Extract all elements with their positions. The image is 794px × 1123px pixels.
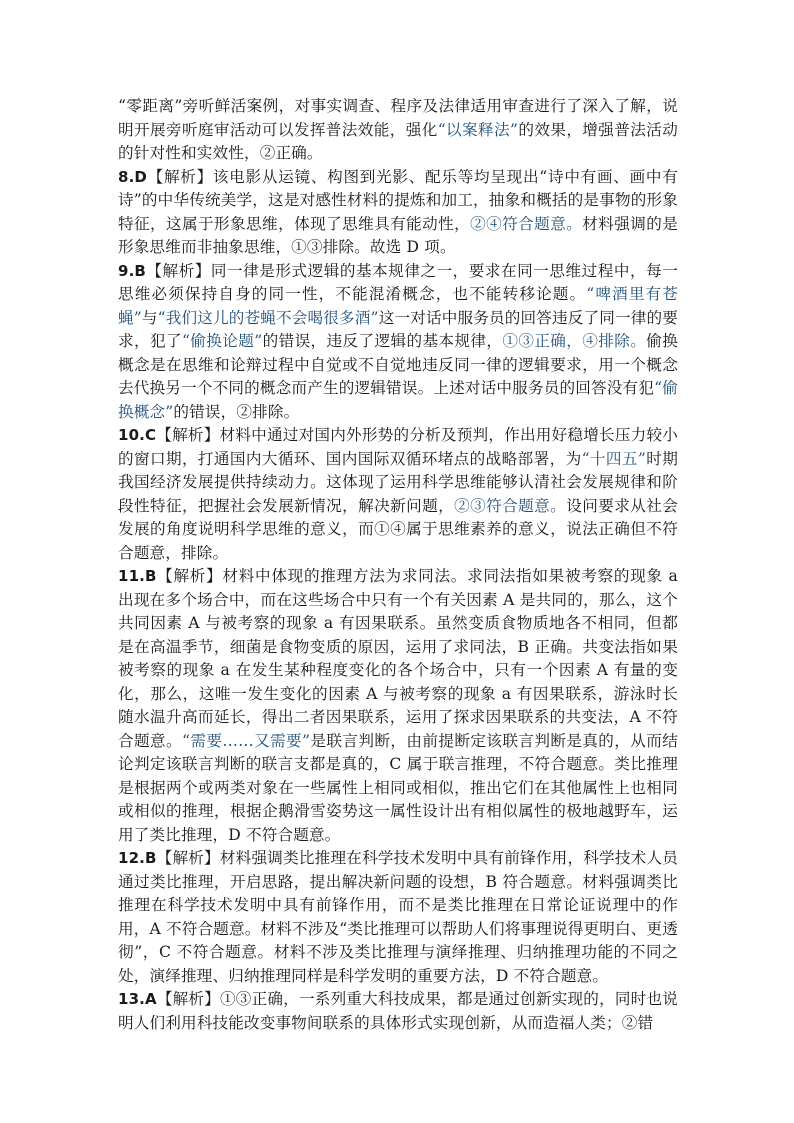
highlighted-text: ②④符合题意。 [470, 214, 583, 233]
answer-number: 11.B [118, 567, 157, 585]
body-text: 与 [141, 308, 158, 327]
document-page [118, 95, 678, 1035]
analysis-tag: 【解析】 [156, 849, 220, 867]
analysis-tag: 【解析】 [146, 261, 211, 280]
highlighted-text: “需要……又需要” [181, 731, 311, 750]
highlighted-text: “偷换概念” [118, 379, 678, 421]
analysis-tag: 【解析】 [156, 426, 220, 444]
answer-number: 10.C [118, 426, 157, 444]
body-text: 的错误，②排除。 [173, 402, 300, 421]
body-text: 同一律是形式逻辑的基本规律之一，要求在同一思维过程中，每一思维必须保持自身的同一性，不能混淆概念，也不能转移论题。 [118, 261, 678, 303]
answer-number: 12.B [118, 849, 157, 867]
answer-number: 9.B [118, 261, 147, 280]
answer-number: 8.D [118, 167, 148, 186]
body-text: 材料强调类比推理在科学技术发明中具有前锋作用，科学技术人员通过类比推理，开启思路，提出解决新问题的设想，B 符合题意。材料强调类比推理在科学技术发明中具有前锋作用，而不是类比推理在日常论证说理中的作用，A 不符合题意。材料不涉及“类比推理可以帮助人们将事理说得更明白、更透彻”，C 不符合题意。材料不涉及类比推理与演绎推理、归纳推理功能的不同之处，演绎推理、归纳推理同样是科学发明的重要方法，D 不符合题意。 [118, 849, 678, 985]
body-text: ①③正确，一系列重大科技成果，都是通过创新实现的，同时也说明人们利用科技能改变事物间联系的具体形式实现创新，从而造福人类；②错 [118, 990, 678, 1032]
answer-number: 13.A [118, 990, 157, 1008]
highlighted-text: “十四五” [581, 449, 647, 468]
body-text: 设问要求从社会发展的角度说明科学思维的意义，而①④属于思维素养的意义，说法正确但不符合题意，排除。 [118, 496, 678, 562]
answer-item [118, 847, 678, 988]
answer-item [118, 424, 678, 565]
body-text: 该电影从运镜、构图到光影、配乐等均呈现出“诗中有画、画中有诗”的中华传统美学，这是对感性材料的提炼和加工，抽象和概括的是事物的形象特征，这属于形象思维，体现了思维具有能动性， [118, 167, 678, 233]
body-text: 时期我国经济发展提供持续动力。这体现了运用科学思维能够认清社会发展规律和阶段性特征，把握社会发展新情况，解决新问题， [118, 449, 678, 515]
highlighted-text: “以案释法” [437, 120, 519, 139]
body-text: 这一对话中服务员的回答违反了同一律的要求，犯了 [118, 308, 678, 350]
highlighted-text: “啤酒里有苍蝇” [118, 285, 679, 327]
highlighted-text: ①③正确，④排除。 [502, 332, 647, 350]
highlighted-text: ②③符合题意。 [454, 496, 567, 515]
body-text: 是联言判断，由前提断定该联言判断是真的，从而结论判定该联言判断的联言支都是真的，C 属于联言推理，不符合题意。类比推理是根据两个或两类对象在一些属性上相同或相似，推出它们在其他属性上也相同或相似的推理，根据企鹅滑雪姿势这一属性设计出有相似属性的极地越野车，运用了类比推理，D 不符合题意。 [118, 731, 679, 844]
body-text: 的效果，增强普法活动的针对性和实效性，②正确。 [118, 120, 678, 162]
body-text: “零距离”旁听鲜活案例，对事实调查、程序及法律适用审查进行了深入了解，说明开展旁听庭审活动可以发挥普法效能，强化 [118, 97, 678, 139]
analysis-tag: 【解析】 [147, 167, 213, 186]
analysis-tag: 【解析】 [156, 990, 221, 1008]
body-text: 材料中体现的推理方法为求同法。求同法指如果被考察的现象 a 出现在多个场合中，而在这些场合中只有一个有关因素 A 是共同的，那么，这个共同因素 A 与被考察的现象 a 有因果联系。虽然变质食物质地各不相同，但都是在高温季节，细菌是食物变质的原因，运用了求同法，B 正确。共变法指如果被考察的现象 a 在发生某种程度变化的各个场合中，只有一个因素 A 有量的变化，那么，这唯一发生变化的因素 A 与被考察的现象 a 有因果联系，游泳时长随水温升高而延长，得出二者因果联系，运用了探求因果联系的共变法，A 不符合题意。 [118, 567, 678, 750]
answer-explanations [118, 95, 678, 1035]
answer-item [118, 565, 678, 847]
answer-item [118, 260, 678, 425]
body-text: 材料强调的是形象思维而非抽象思维，①③排除。故选 D 项。 [118, 214, 678, 256]
answer-item [118, 988, 678, 1035]
body-text: 材料中通过对国内外形势的分析及预判，作出用好稳增长压力较小的窗口期，打通国内大循环、国内国际双循环堵点的战略部署，为 [118, 426, 678, 468]
answer-item [118, 166, 678, 260]
body-text: 偷换概念是在思维和论辩过程中自觉或不自觉地违反同一律的逻辑要求，用一个概念去代换另一个不同的概念而产生的逻辑错误。上述对话中服务员的回答没有犯 [118, 332, 678, 397]
highlighted-text: “偷换论题” [181, 332, 263, 350]
highlighted-text: “我们这儿的苍蝇不会喝很多酒” [157, 308, 379, 327]
body-text: 的错误，违反了逻辑的基本规律， [262, 332, 503, 350]
analysis-tag: 【解析】 [156, 567, 223, 585]
continued-paragraph [118, 95, 678, 166]
